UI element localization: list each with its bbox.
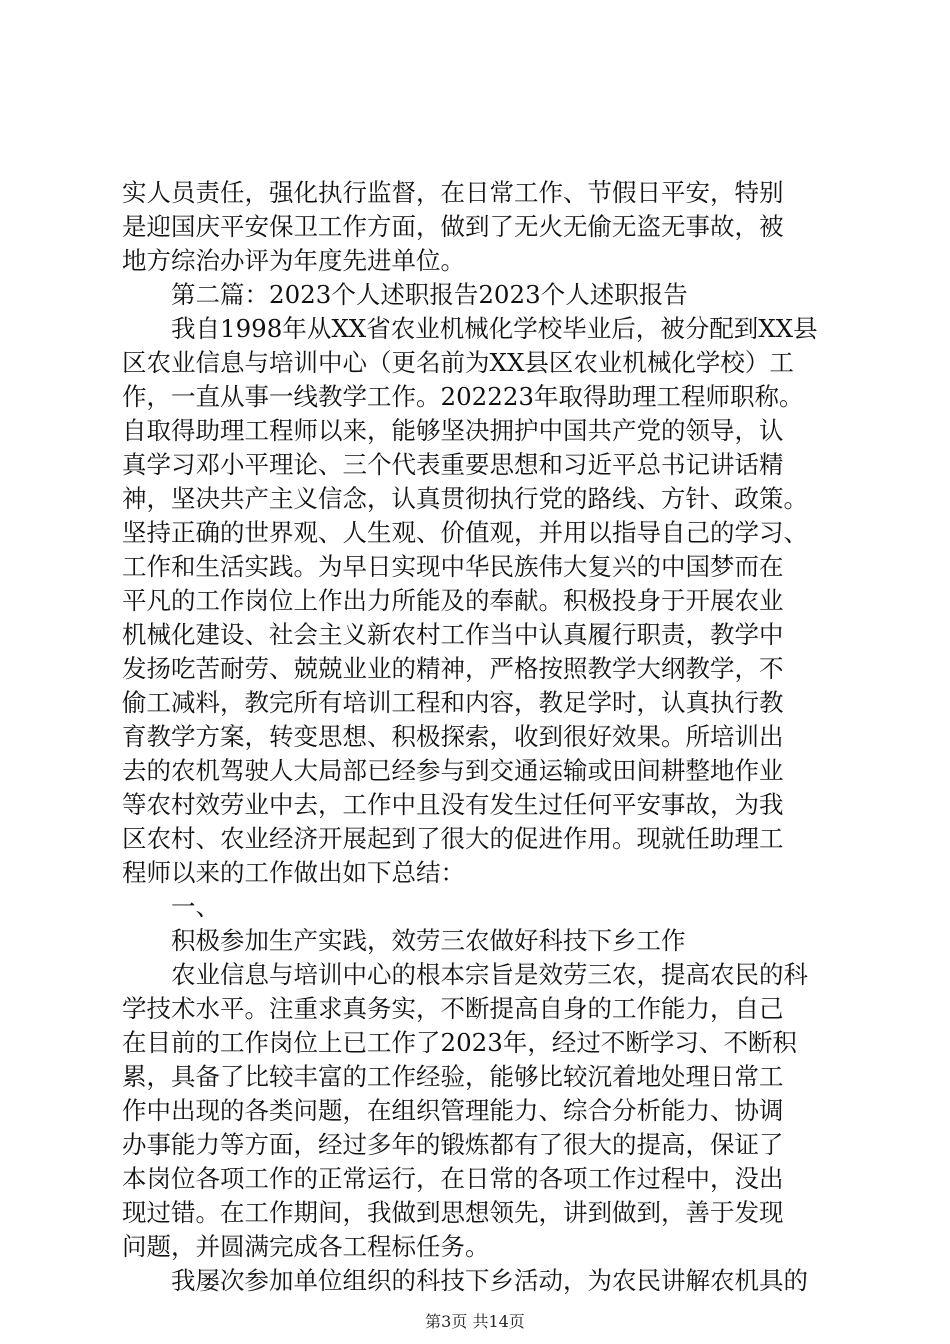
text-line: 等农村效劳业中去，工作中且没有发生过任何平安事故，为我 — [122, 790, 784, 819]
text-line: 神，坚决共产主义信念，认真贯彻执行党的路线、方针、政策。 — [122, 484, 808, 513]
text-line: 是迎国庆平安保卫工作方面，做到了无火无偷无盗无事故，被 — [122, 212, 784, 241]
list-number: 一、 — [171, 892, 220, 921]
section-heading: 第二篇：2023个人述职报告2023个人述职报告 — [171, 280, 688, 309]
text-line: 机械化建设、社会主义新农村工作当中认真履行职责，教学中 — [122, 620, 784, 649]
text-line: 育教学方案，转变思想、积极探索，收到很好效果。所培训出 — [122, 722, 784, 751]
text-line: 在目前的工作岗位上已工作了2023年，经过不断学习、不断积 — [122, 1028, 797, 1057]
text-line: 农业信息与培训中心的根本宗旨是效劳三农，提高农民的科 — [171, 960, 808, 989]
text-line: 去的农机驾驶人大局部已经参与到交通运输或田间耕整地作业 — [122, 756, 784, 785]
text-line: 工作和生活实践。为早日实现中华民族伟大复兴的中国梦而在 — [122, 552, 784, 581]
text-line: 区农村、农业经济开展起到了很大的促进作用。现就任助理工 — [122, 824, 784, 853]
text-line: 作，一直从事一线教学工作。202223年取得助理工程师职称。 — [122, 382, 804, 411]
page-number: 第3页 共14页 — [425, 1312, 525, 1331]
text-line: 现过错。在工作期间，我做到思想领先，讲到做到，善于发现 — [122, 1198, 784, 1227]
text-line: 发扬吃苦耐劳、兢兢业业的精神，严格按照教学大纲教学，不 — [122, 654, 784, 683]
text-line: 程师以来的工作做出如下总结： — [122, 858, 465, 887]
text-line: 累，具备了比较丰富的工作经验，能够比较沉着地处理日常工 — [122, 1062, 784, 1091]
text-line: 坚持正确的世界观、人生观、价值观，并用以指导自己的学习、 — [122, 518, 808, 547]
text-line: 实人员责任，强化执行监督，在日常工作、节假日平安，特别 — [122, 178, 784, 207]
page-footer — [0, 1312, 950, 1332]
text-line: 学技术水平。注重求真务实，不断提高自身的工作能力，自己 — [122, 994, 784, 1023]
text-line: 作中出现的各类问题，在组织管理能力、综合分析能力、协调 — [122, 1096, 784, 1125]
section-heading: 积极参加生产实践，效劳三农做好科技下乡工作 — [171, 926, 686, 955]
text-line: 平凡的工作岗位上作出力所能及的奉献。积极投身于开展农业 — [122, 586, 784, 615]
text-line: 区农业信息与培训中心（更名前为XX县区农业机械化学校）工 — [122, 348, 794, 377]
text-line: 我自1998年从XX省农业机械化学校毕业后，被分配到XX县 — [171, 314, 818, 343]
text-line: 真学习邓小平理论、三个代表重要思想和习近平总书记讲话精 — [122, 450, 784, 479]
text-line: 我屡次参加单位组织的科技下乡活动，为农民讲解农机具的 — [171, 1266, 808, 1295]
text-line: 自取得助理工程师以来，能够坚决拥护中国共产党的领导，认 — [122, 416, 784, 445]
text-line: 偷工减料，教完所有培训工程和内容，教足学时，认真执行教 — [122, 688, 784, 717]
text-line: 问题，并圆满完成各工程标任务。 — [122, 1232, 490, 1261]
text-line: 地方综治办评为年度先进单位。 — [122, 246, 465, 275]
text-line: 办事能力等方面，经过多年的锻炼都有了很大的提高，保证了 — [122, 1130, 784, 1159]
text-line: 本岗位各项工作的正常运行，在日常的各项工作过程中，没出 — [122, 1164, 784, 1193]
